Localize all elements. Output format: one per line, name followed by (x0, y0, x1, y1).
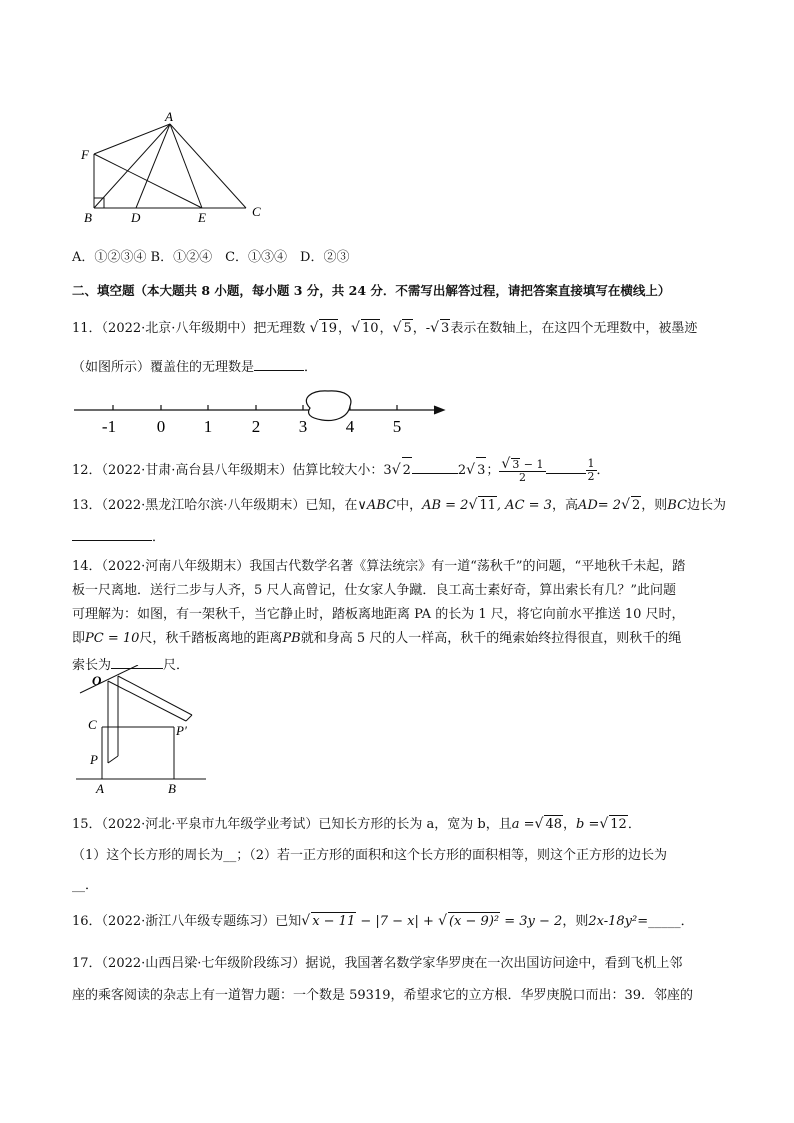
swing-label-c: C (88, 717, 97, 732)
swing-label-o: O (92, 673, 102, 688)
q16-line: 16．（2022·浙江八年级专题练习）已知√ x − 11 − |7 − x| + √ (x − 9)² = 3y − 2，则2x-18y²=_____． (72, 913, 694, 929)
axis-label-0: 0 (156, 417, 166, 436)
q14-line5: 索长为 尺． (72, 655, 189, 675)
figure1-label-f: F (81, 147, 89, 162)
axis-label-neg1: -1 (101, 417, 117, 436)
swing-label-b: B (168, 781, 176, 796)
q14-line3: 可理解为：如图，有一架秋千，当它静止时，踏板离地距离 PA 的长为 1 尺，将它向前水平推送 10 尺时， (72, 607, 685, 622)
swing-label-a: A (96, 781, 104, 796)
axis-label-3: 3 (298, 417, 308, 436)
axis-label-2: 2 (251, 417, 261, 436)
number-line-figure (72, 388, 452, 438)
q13-line1: 13．（2022·黑龙江哈尔滨·八年级期末）已知，在∨ABC中，AB = 2√ 11, AC = 3，高AD= 2√ 2，则BC边长为 (72, 497, 727, 513)
q15-line2: （1）这个长方形的周长为__；（2）若一正方形的面积和这个长方形的面积相等，则这个正方形的边长为 (72, 848, 668, 863)
q13-line2: ． (72, 527, 165, 547)
q11-line1: 11．（2022·北京·八年级期中）把无理数 √ 19，√ 10，√ 5，-√ 3表示在数轴上，在这四个无理数中，被墨迹 (72, 320, 698, 336)
swing-figure (72, 665, 222, 800)
figure1-label-e: E (198, 210, 206, 225)
figure1-label-a: A (165, 109, 173, 124)
q12-line: 12．（2022·甘肃·高台县八年级期末）估算比较大小：3√ 2 2√ 3； $\frac{√ 3 - 1}{2}$ $\frac{1}{2}$ ． (72, 455, 610, 484)
q15-line1: 15．（2022·河北·平泉市九年级学业考试）已知长方形的长为 a，宽为 b，且a =√ 48，b =√ 12． (72, 816, 641, 832)
axis-label-4: 4 (345, 417, 355, 436)
q14-line1: 14．（2022·河南八年级期末）我国古代数学名著《算法统宗》有一道“荡秋千”的问题，“平地秋千未起，踏 (72, 559, 686, 574)
q10-options: A．①②③④ B．①②④ C．①③④ D．②③ (72, 250, 350, 265)
section2-heading: 二、填空题（本大题共 8 小题，每小题 3 分，共 24 分．不需写出解答过程，请把答案直接填写在横线上） (72, 283, 671, 298)
q15-line3: __． (72, 878, 99, 893)
q17-line1: 17．（2022·山西吕梁·七年级阶段练习）据说，我国著名数学家华罗庚在一次出国访问途中，看到飞机上邻 (72, 956, 683, 971)
q11-line2: （如图所示）覆盖住的无理数是 ． (72, 357, 317, 377)
swing-label-p-prime: P′ (176, 723, 187, 738)
geometry-figure-1 (72, 108, 272, 228)
q14-line2: 板一尺离地．送行二步与人齐，5 尺人高曾记，仕女家人争蹴．良工高士素好奇，算出索长有几？”此问题 (72, 583, 677, 598)
axis-label-1: 1 (203, 417, 213, 436)
q17-line2: 座的乘客阅读的杂志上有一道智力题：一个数是 59319，希望求它的立方根．华罗庚脱口而出：39．邻座的 (72, 988, 694, 1003)
figure1-label-b: B (84, 210, 92, 225)
q14-line4: 即PC = 10尺，秋千踏板离地的距离PB就和身高 5 尺的人一样高，秋千的绳索始终拉得很直，则秋千的绳 (72, 631, 682, 646)
figure1-label-c: C (252, 204, 261, 219)
axis-label-5: 5 (392, 417, 402, 436)
figure1-label-d: D (131, 210, 141, 225)
swing-label-p: P (90, 752, 98, 767)
